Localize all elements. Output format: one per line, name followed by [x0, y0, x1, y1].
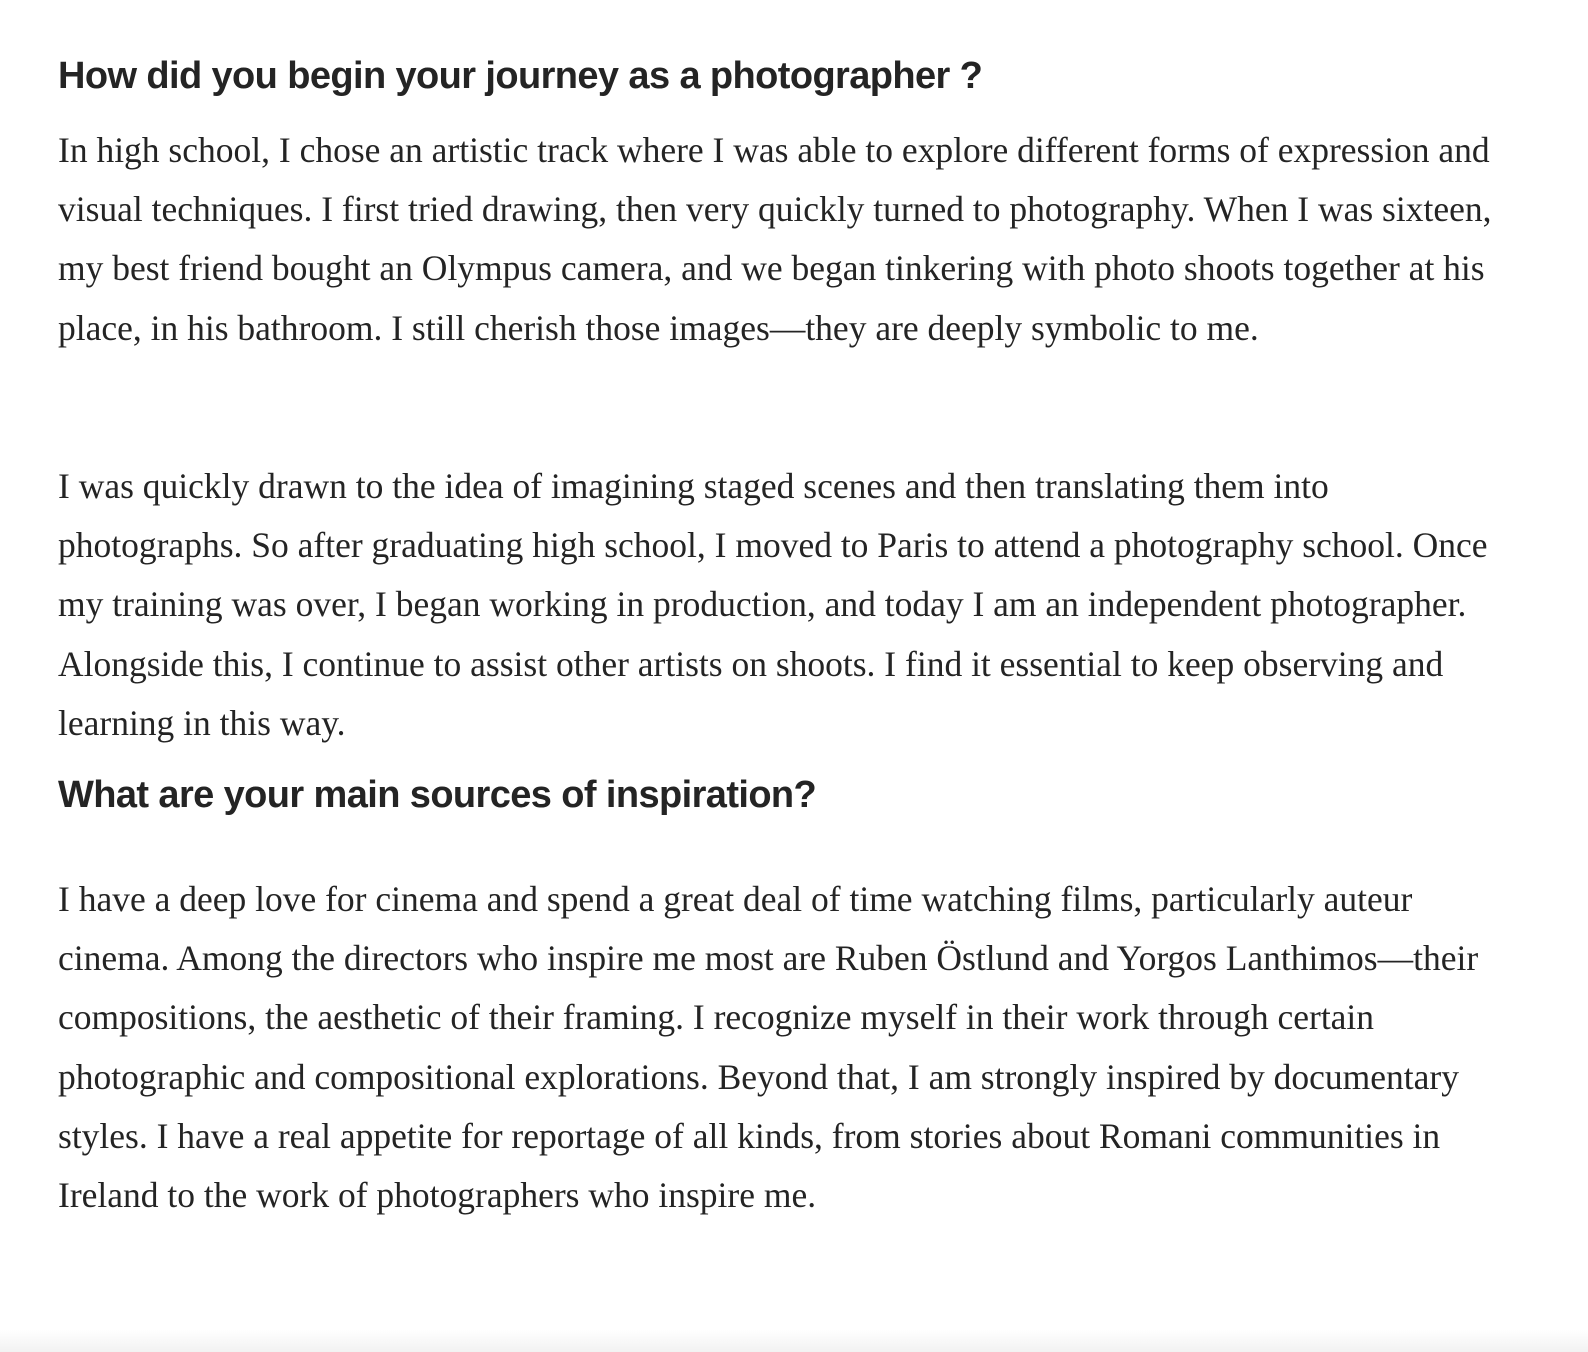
bottom-edge-shadow: [0, 1330, 1588, 1352]
paragraph: I have a deep love for cinema and spend a great deal of time watching films, particularly auteur cinema. Among the directors who inspire me most are Ruben Östlund and Yorgos Lanthimos—their compositions, the aesthetic of their framing. I recognize myself in their work through certain photographic and compositional explorations. Beyond that, I am strongly inspired by documentary styles. I have a real appetite for reportage of all kinds, from stories about Romani communities in Ireland to the work of photographers who inspire me.: [58, 879, 1479, 1216]
section-heading: How did you begin your journey as a photographer ?: [58, 55, 983, 97]
section-heading: What are your main sources of inspiration?: [58, 774, 817, 816]
paragraph: I was quickly drawn to the idea of imagining staged scenes and then translating them into photographs. So after graduating high school, I moved to Paris to attend a photography school. Once my training was over, I began working in production, and today I am an independent photographer. Alongside this, I continue to assist other artists on shoots. I find it essential to keep observing and learning in this way.: [58, 466, 1488, 743]
paragraph: In high school, I chose an artistic track where I was able to explore different forms of expression and visual techniques. I first tried drawing, then very quickly turned to photography. When I was sixteen, my best friend bought an Olympus camera, and we began tinkering with photo shoots together at his place, in his bathroom. I still cherish those images—they are deeply symbolic to me.: [58, 130, 1492, 348]
